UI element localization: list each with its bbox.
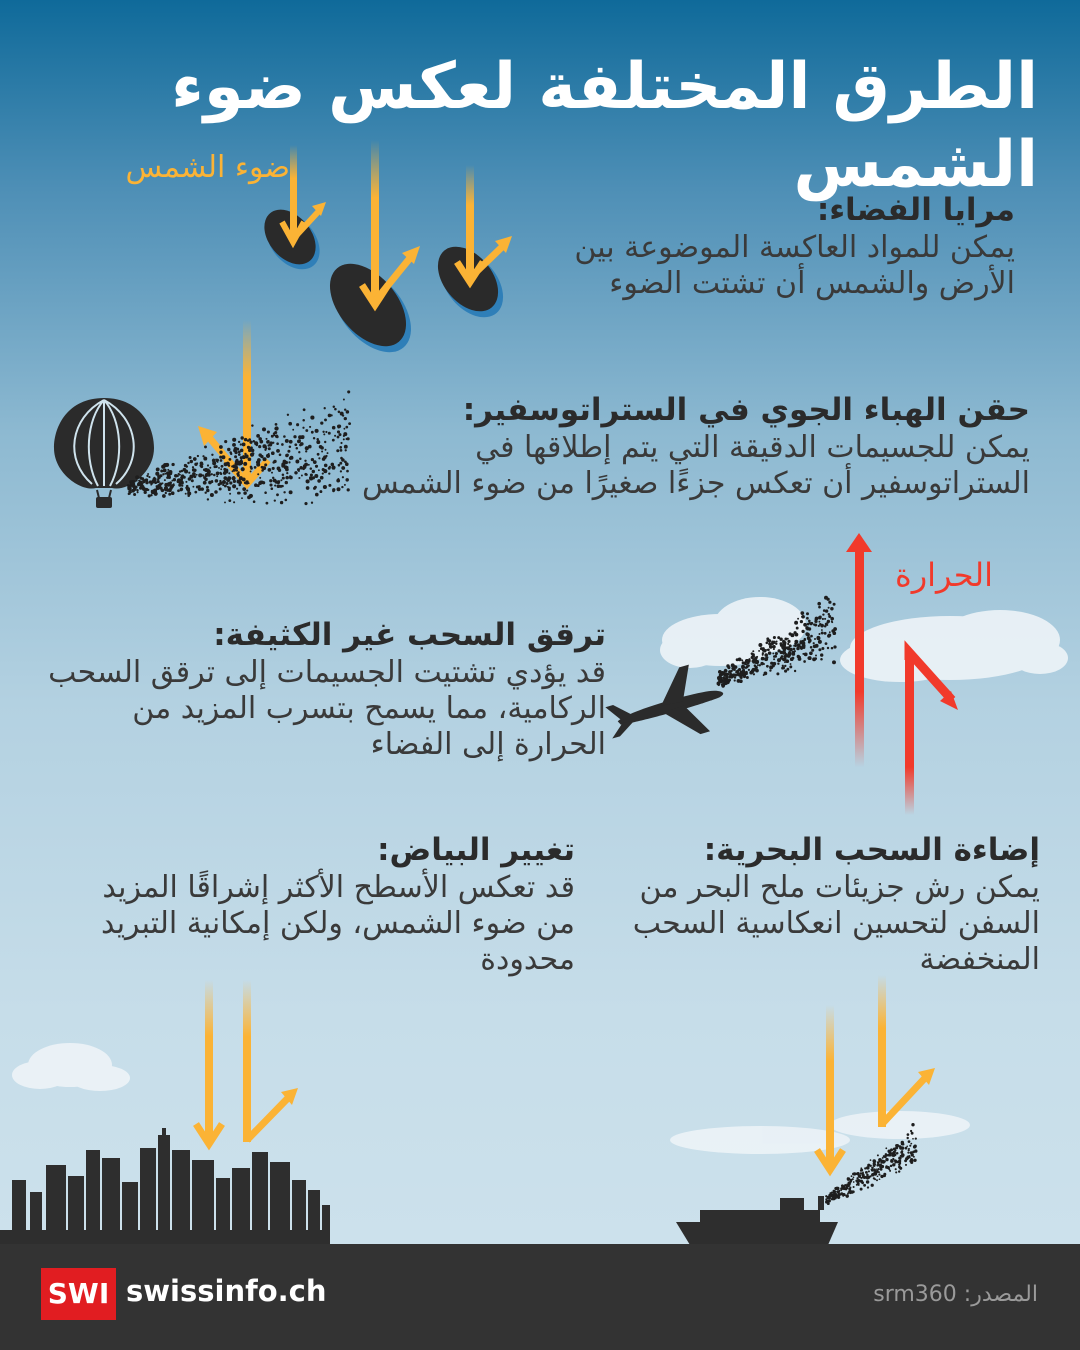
space-mirror-icon — [315, 250, 427, 367]
source-credit: المصدر: srm360 — [873, 1282, 1038, 1307]
section-heading: إضاءة السحب البحرية: — [703, 832, 1040, 868]
brand-link[interactable]: swissinfo.ch — [126, 1274, 327, 1308]
section-albedo — [100, 830, 575, 978]
sun-arrow — [196, 980, 298, 1144]
particle-spray-icon — [127, 390, 351, 505]
section-body: يمكن للجسيمات الدقيقة التي يتم إطلاقها في الستراتوسفير أن تعكس جزءًا صغيرًا من ضوء الشمس — [362, 430, 1030, 501]
airplane-icon — [598, 658, 732, 758]
heat-label: الحرارة — [894, 556, 993, 594]
section-aerosol — [350, 390, 1030, 502]
city-skyline-icon — [0, 1128, 330, 1250]
section-space-mirrors — [520, 190, 1015, 302]
page-title: الطرق المختلفة لعكس ضوء الشمس — [171, 50, 1038, 202]
section-heading: تغيير البياض: — [377, 832, 575, 868]
cloud-icon — [12, 1043, 130, 1091]
ship-icon — [676, 1196, 838, 1245]
section-cirrus — [48, 615, 606, 763]
section-heading: ترقق السحب غير الكثيفة: — [213, 617, 606, 653]
section-body: قد تعكس الأسطح الأكثر إشراقًا المزيد من ضوء الشمس، ولكن إمكانية التبريد محدودة — [100, 870, 575, 977]
section-heading: مرايا الفضاء: — [816, 192, 1015, 228]
section-heading: حقن الهباء الجوي في الستراتوسفير: — [462, 392, 1030, 428]
footer-bar — [0, 1246, 1080, 1350]
section-marine — [605, 830, 1040, 978]
sunlight-label: ضوء الشمس — [125, 150, 290, 185]
section-body: يمكن رش جزيئات ملح البحر من السفن لتحسين انعكاسية السحب المنخفضة — [632, 870, 1040, 977]
cloud-icon — [670, 1111, 970, 1154]
brand-logo[interactable]: SWI — [41, 1268, 116, 1320]
section-body: يمكن للمواد العاكسة الموضوعة بين الأرض والشمس أن تشتت الضوء — [574, 230, 1015, 301]
section-body: قد يؤدي تشتيت الجسيمات إلى ترقق السحب الركامية، مما يسمح بتسرب المزيد من الحرارة إلى الفضاء — [48, 655, 606, 762]
hot-air-balloon-icon — [54, 398, 154, 508]
